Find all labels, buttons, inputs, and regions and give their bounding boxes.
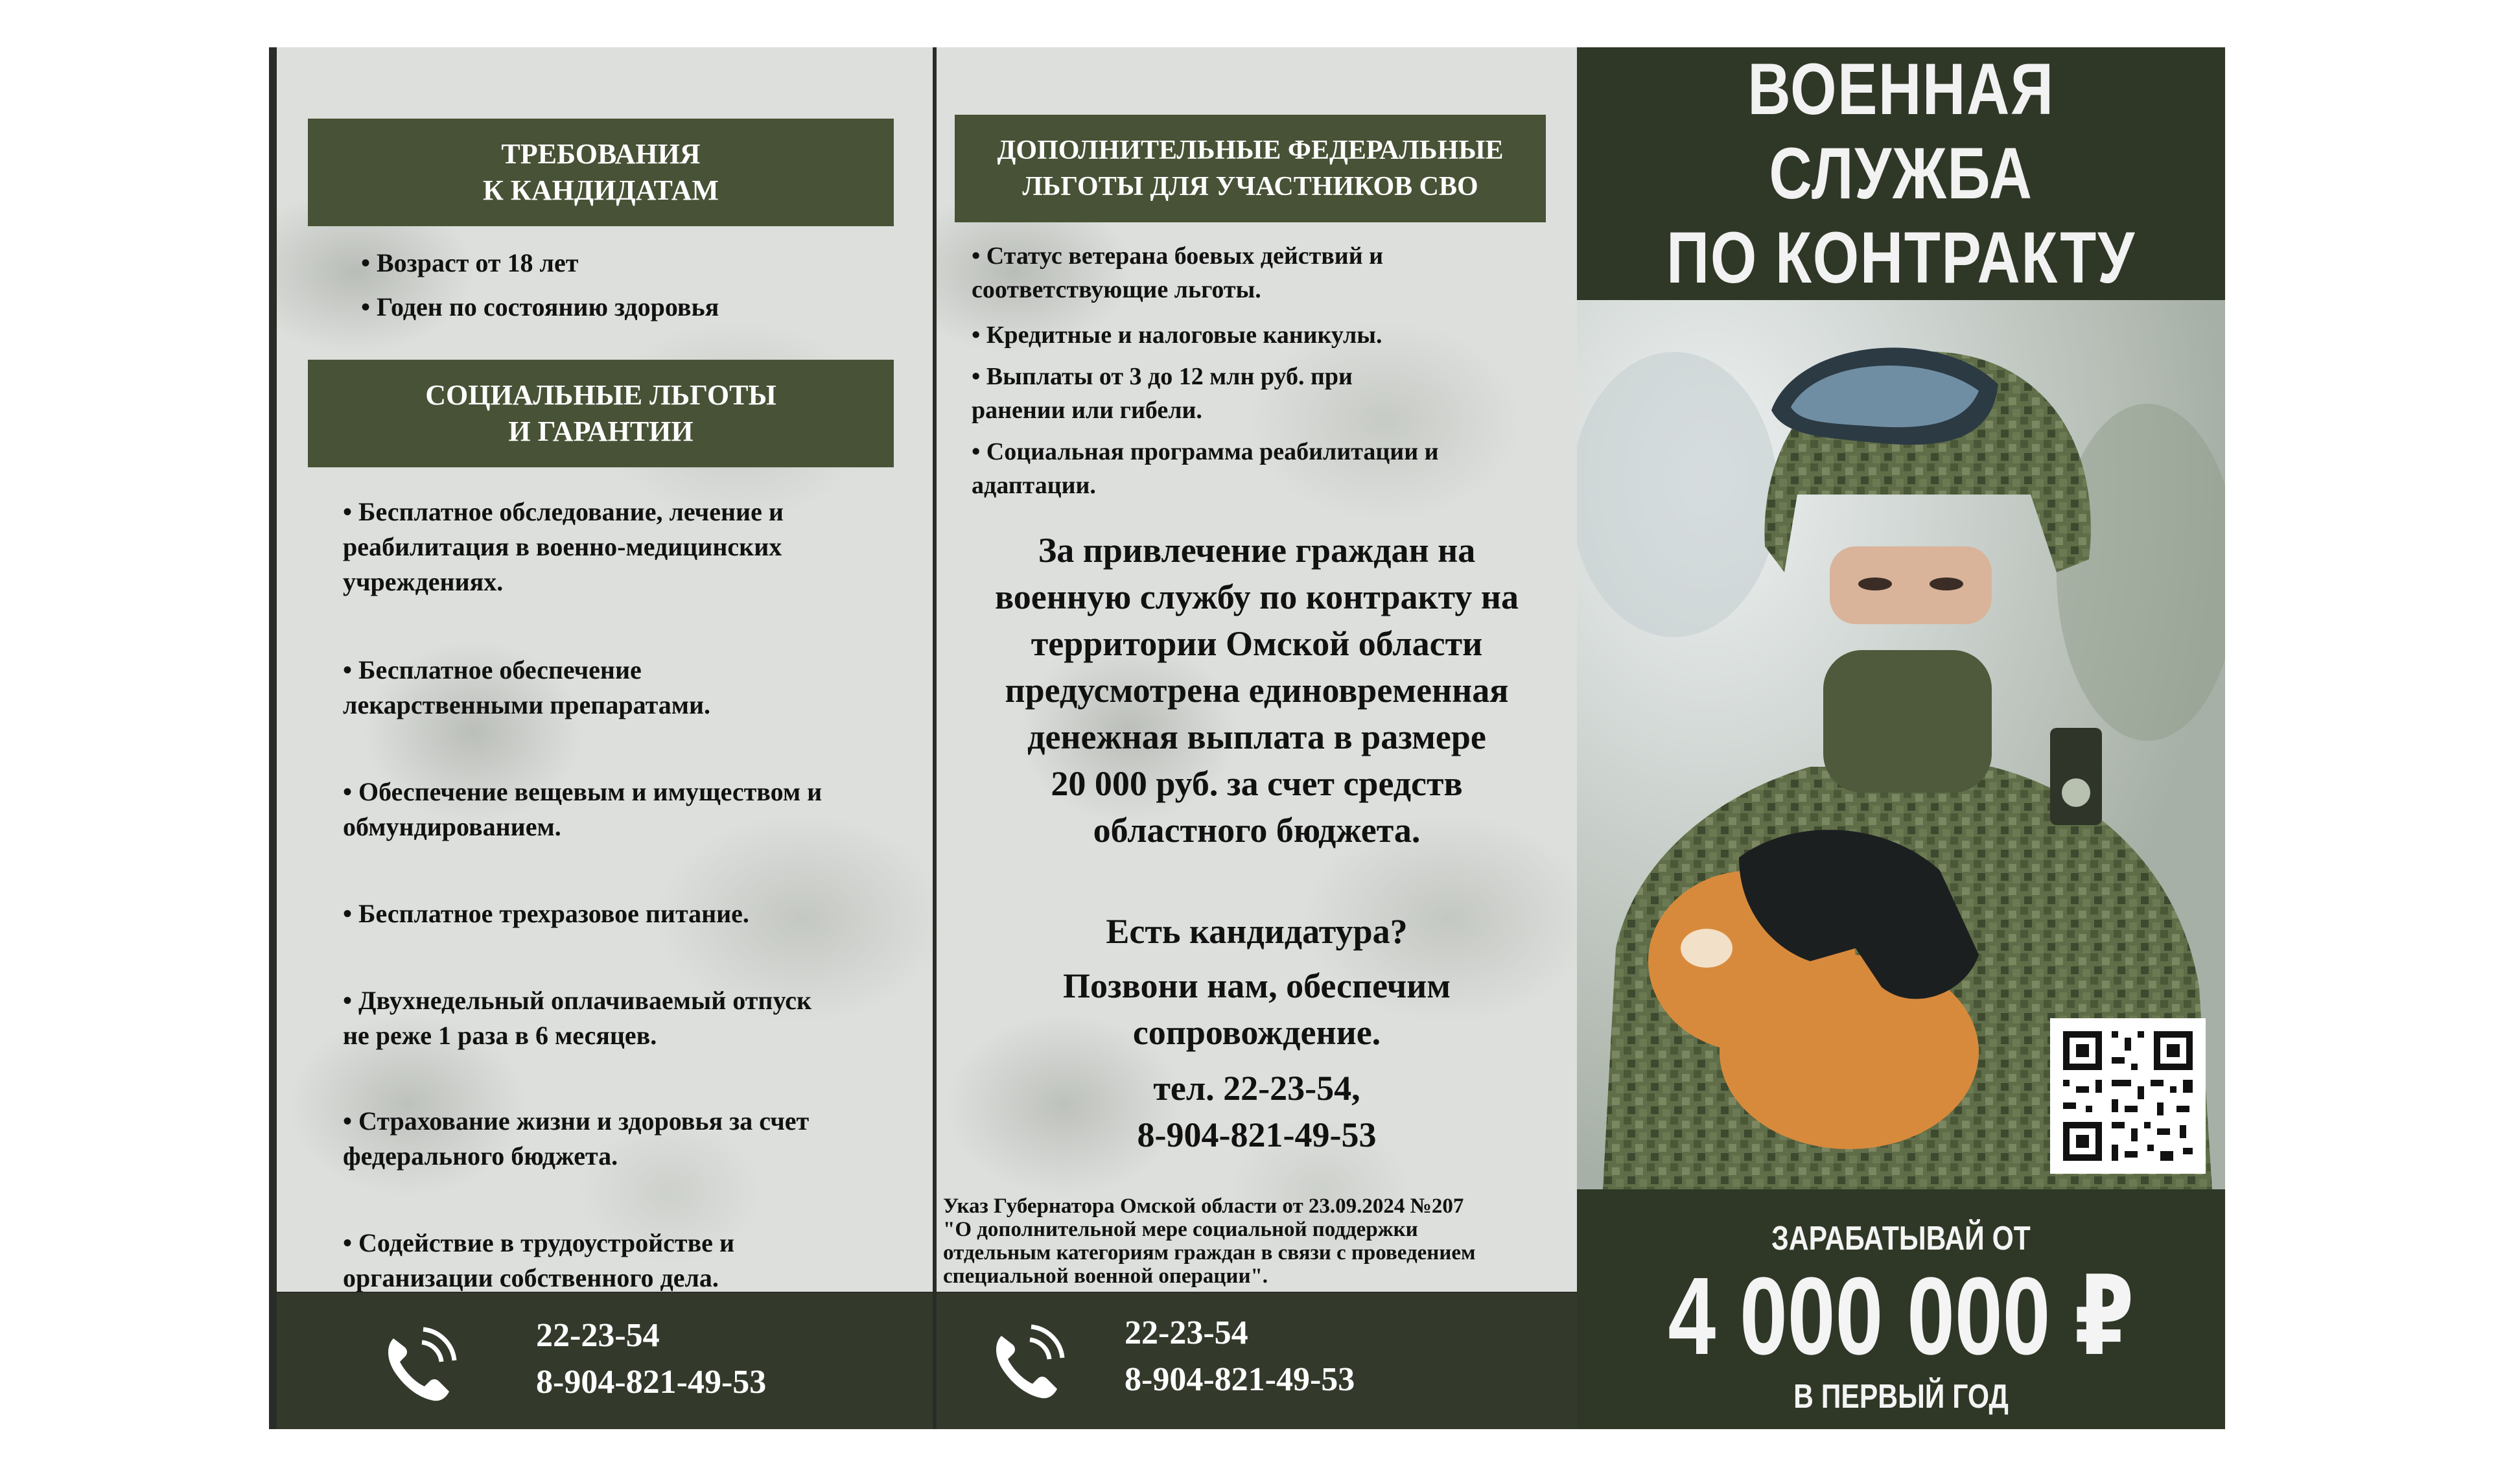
right-panel [1577, 47, 2225, 1429]
benefits-header: СОЦИАЛЬНЫЕ ЛЬГОТЫ И ГАРАНТИИ [308, 360, 894, 467]
earnings-box [1577, 1189, 2225, 1429]
earn-amount: 4 000 000 ₽ [1668, 1255, 2134, 1378]
title-box [1577, 47, 2225, 300]
benefit-item: • Страхование жизни и здоровья за счет федерального бюджета. [343, 1106, 810, 1171]
benefit-item: • Бесплатное трехразовое питание. [343, 899, 749, 928]
earn-label: ЗАРАБАТЫВАЙ ОТ [1771, 1220, 2031, 1257]
left-footer [277, 1293, 933, 1429]
candidate-question: Есть кандидатура? [1106, 912, 1408, 951]
benefit-item: • Двухнедельный оплачиваемый отпуск не реже 1 раза в 6 месяцев. [343, 986, 812, 1050]
requirement-item: • Возраст от 18 лет [361, 248, 579, 277]
benefit-item: • Бесплатное обеспечение лекарственными препаратами. [343, 655, 710, 719]
federal-benefit-item: • Выплаты от 3 до 12 млн руб. при ранении или гибели. [972, 363, 1353, 424]
call-text: Позвони нам, обеспечим сопровождение. [1062, 966, 1451, 1052]
middle-footer [937, 1293, 1577, 1429]
requirements-header: ТРЕБОВАНИЯ К КАНДИДАТАМ [308, 119, 894, 226]
federal-benefit-item: • Статус ветерана боевых действий и соответствующие льготы. [972, 242, 1383, 303]
footer-phones: 22-23-54 8-904-821-49-53 [1125, 1314, 1355, 1398]
left-panel [277, 47, 933, 1292]
main-title: ВОЕННАЯ СЛУЖБА ПО КОНТРАКТУ [1666, 49, 2136, 298]
requirement-item: • Годен по состоянию здоровья [361, 292, 719, 321]
middle-panel [937, 47, 1577, 1292]
federal-benefit-item: • Социальная программа реабилитации и адаптации. [972, 438, 1439, 499]
phone-icon [982, 1316, 1073, 1407]
federal-benefits-header: ДОПОЛНИТЕЛЬНЫЕ ФЕДЕРАЛЬНЫЕ ЛЬГОТЫ ДЛЯ УЧАСТНИКОВ СВО [955, 115, 1546, 222]
soldier-photo [1577, 300, 2225, 1189]
qr-code-icon[interactable] [2050, 1018, 2206, 1174]
federal-benefit-item: • Кредитные и налоговые каникулы. [972, 321, 1382, 349]
benefit-item: • Бесплатное обследование, лечение и реабилитация в военно-медицинских учреждениях. [343, 497, 784, 596]
payment-text: За привлечение граждан на военную службу по контракту на территории Омской области предусмотрена единовременная денежная выплата в размере 20 000 руб. за счет средств областного бюджета. [994, 531, 1519, 850]
phone-icon [374, 1319, 465, 1410]
earn-period: В ПЕРВЫЙ ГОД [1793, 1378, 2009, 1416]
benefit-item: • Обеспечение вещевым и имуществом и обмундированием. [343, 777, 822, 841]
decree-text: Указ Губернатора Омской области от 23.09.2024 №207 "О дополнительной мере социальной поддержки отдельным категориям граждан в связи с проведением специальной военной операции". [943, 1195, 1476, 1288]
benefit-item: • Содействие в трудоустройстве и организации собственного дела. [343, 1228, 734, 1292]
phone-text: тел. 22-23-54, 8-904-821-49-53 [1137, 1069, 1377, 1154]
footer-phones: 22-23-54 8-904-821-49-53 [536, 1317, 767, 1401]
brochure [269, 47, 2225, 1429]
